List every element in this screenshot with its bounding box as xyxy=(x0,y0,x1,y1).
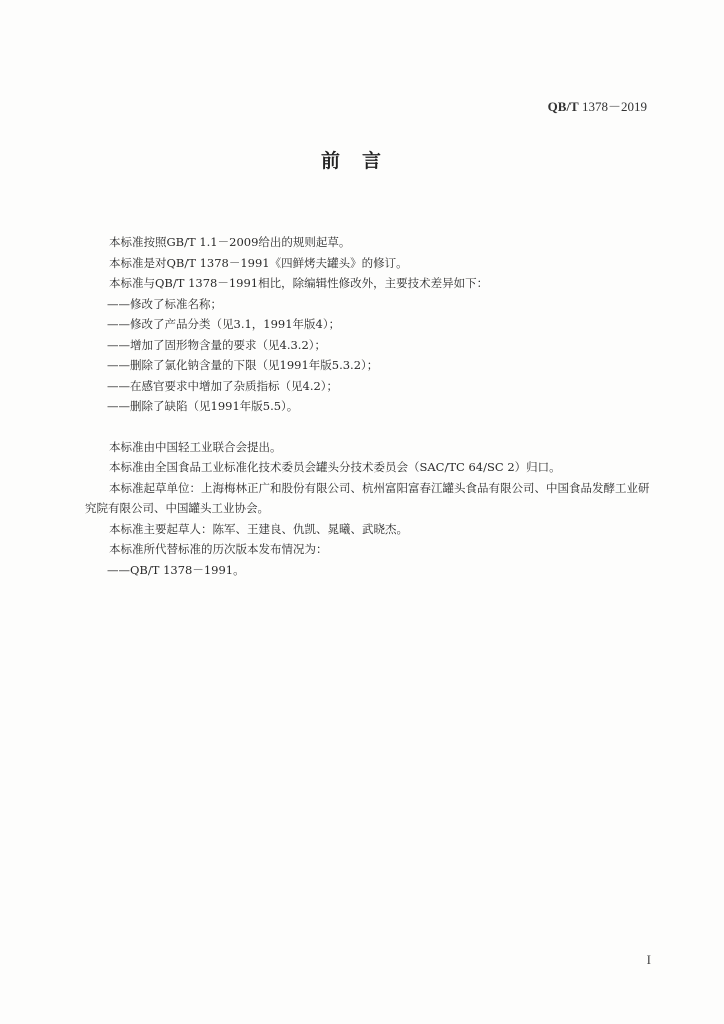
change-item: ——删除了缺陷（见1991年版5.5）。 xyxy=(107,399,299,413)
change-item: ——修改了标准名称； xyxy=(107,296,222,311)
para-drafters: 本标准主要起草人：陈军、王建良、仇凯、晁曦、武晓杰。 xyxy=(109,521,408,536)
para-history-intro: 本标准所代替标准的历次版本发布情况为： xyxy=(109,542,328,556)
para-proposed-by: 本标准由中国轻工业联合会提出。 xyxy=(109,439,282,454)
change-item: ——在感官要求中增加了杂质指标（见4.2）； xyxy=(107,378,339,393)
para-drafting-units: 本标准起草单位：上海梅林正广和股份有限公司、杭州富阳富春江罐头食品有限公司、中国食品发酵工业研究院有限公司、中国罐头工业协会。 xyxy=(85,480,650,515)
change-item: ——增加了固形物含量的要求（见4.3.2）； xyxy=(107,337,327,352)
change-item: ——删除了氯化钠含量的下限（见1991年版5.3.2）； xyxy=(107,358,379,372)
foreword-body xyxy=(85,232,660,580)
page-title: 前言 xyxy=(320,150,403,172)
standard-number: 1378－2019 xyxy=(581,99,647,114)
para-revision-of: 本标准是对QB/T 1378－1991《四鲜烤夫罐头》的修订。 xyxy=(109,255,408,270)
change-item: ——修改了产品分类（见3.1，1991年版4）； xyxy=(107,317,341,331)
para-drafting-rules: 本标准按照GB/T 1.1－2009给出的规则起草。 xyxy=(109,235,351,249)
page-number: I xyxy=(646,952,651,967)
para-centralized-by: 本标准由全国食品工业标准化技术委员会罐头分技术委员会（SAC/TC 64/SC 2）归口。 xyxy=(109,460,561,474)
standard-prefix: QB/T xyxy=(547,99,579,114)
standard-code xyxy=(548,96,647,115)
history-item: ——QB/T 1378－1991。 xyxy=(107,562,245,577)
para-differences-intro: 本标准与QB/T 1378－1991相比，除编辑性修改外，主要技术差异如下： xyxy=(109,276,489,290)
section-gap xyxy=(85,417,660,437)
